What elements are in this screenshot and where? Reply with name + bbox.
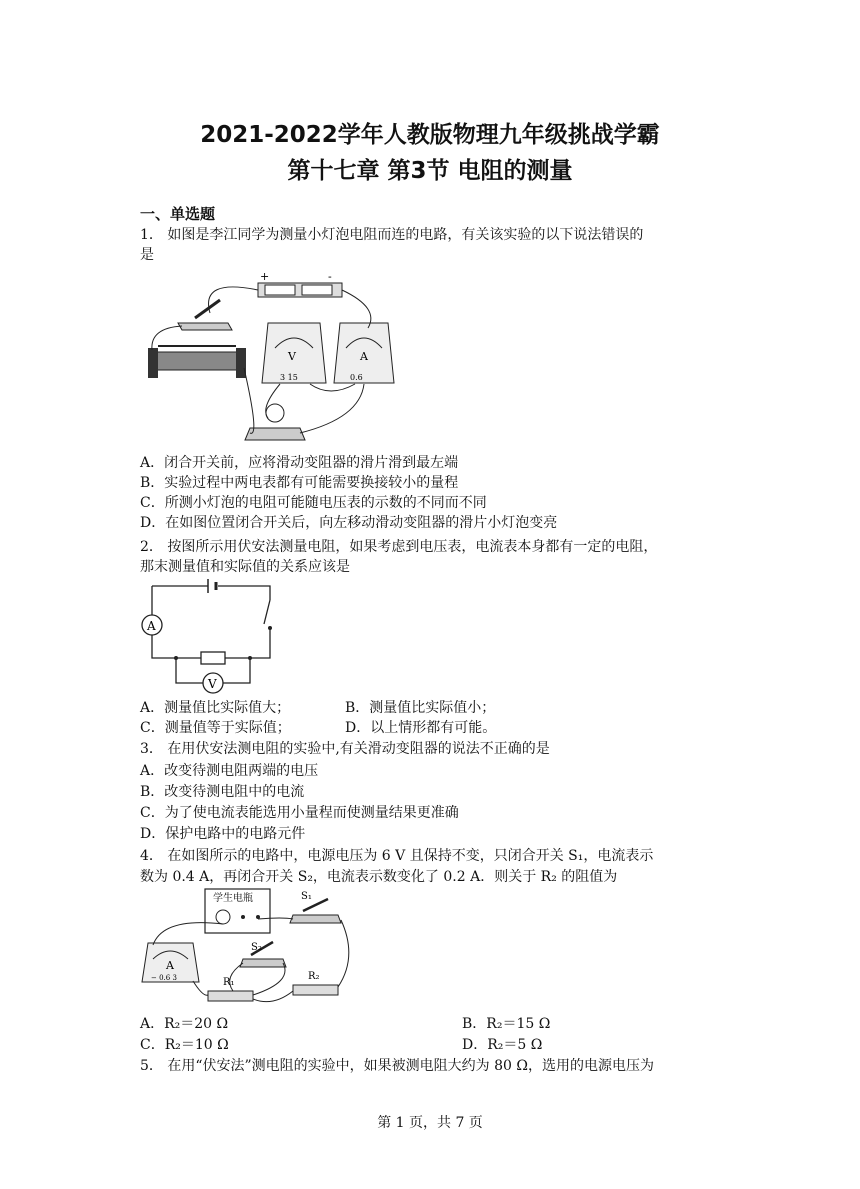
q2-option-d: D．以上情形都有可能。 [345, 720, 497, 736]
q3-option-b: B．改变待测电阻中的电流 [140, 784, 305, 800]
q1-fig-V: V [288, 350, 296, 363]
q1-fig-plus: + [260, 270, 270, 283]
q3-option-c: C．为了使电流表能选用小量程而使测量结果更准确 [140, 805, 459, 821]
q4-fig-A: A [166, 959, 174, 972]
q3-option-d: D．保护电路中的电路元件 [140, 826, 306, 842]
q4-fig-S1: S₁ [301, 891, 312, 902]
q3-stem: 3． 在用伏安法测电阻的实验中,有关滑动变阻器的说法不正确的是 [140, 741, 550, 757]
q5-stem: 5． 在用“伏安法”测电阻的实验中，如果被测电阻大约为 80 Ω，选用的电源电压为 [140, 1058, 654, 1074]
q4-fig-R1: R₁ [223, 977, 235, 988]
q1-option-b: B．实验过程中两电表都有可能需要换接较小的量程 [140, 475, 459, 491]
q2-option-a: A．测量值比实际值大； [140, 700, 291, 716]
doc-title-line1: 2021-2022学年人教版物理九年级挑战学霸 [200, 122, 660, 148]
q2-stem-b: 那末测量值和实际值的关系应该是 [140, 559, 350, 575]
q2-circuit-figure [138, 578, 288, 698]
q4-fig-S2: S₂ [251, 942, 262, 953]
q1-option-d: D．在如图位置闭合开关后，向左移动滑动变阻器的滑片小灯泡变亮 [140, 515, 558, 531]
q1-option-c: C．所测小灯泡的电阻可能随电压表的示数的不同而不同 [140, 495, 487, 511]
q1-fig-A: A [360, 350, 368, 363]
q4-circuit-figure [133, 887, 358, 1012]
section-heading: 一、单选题 [140, 205, 216, 223]
q4-fig-R2: R₂ [308, 971, 320, 982]
q2-fig-A: A [147, 619, 156, 633]
q2-option-c: C．测量值等于实际值； [140, 720, 291, 736]
q2-stem-a: 2． 按图所示用伏安法测量电阻，如果考虑到电压表，电流表本身都有一定的电阻， [140, 539, 658, 555]
q1-stem-a: 1． 如图是李江同学为测量小灯泡电阻而连的电路，有关该实验的以下说法错误的 [140, 227, 644, 243]
doc-title-line2: 第十七章 第3节 电阻的测量 [287, 158, 573, 184]
q1-option-a: A．闭合开关前，应将滑动变阻器的滑片滑到最左端 [140, 455, 459, 471]
q2-option-b: B．测量值比实际值小； [345, 700, 496, 716]
q1-circuit-figure [140, 268, 410, 448]
q1-stem-b: 是 [140, 247, 154, 263]
q2-fig-V: V [208, 677, 217, 691]
q4-fig-supply: 学生电瓶 [213, 893, 253, 904]
q1-fig-v-scale: 3 15 [280, 373, 298, 382]
q1-fig-minus: - [328, 270, 332, 283]
q4-option-c: C．R₂＝10 Ω [140, 1037, 229, 1053]
q4-stem-b: 数为 0.4 A，再闭合开关 S₂，电流表示数变化了 0.2 A．则关于 R₂ 的阻值为 [140, 869, 618, 885]
q4-option-d: D．R₂＝5 Ω [462, 1037, 543, 1053]
q4-option-b: B．R₂＝15 Ω [462, 1016, 551, 1032]
q3-option-a: A．改变待测电阻两端的电压 [140, 763, 319, 779]
q4-fig-a-scale: − 0.6 3 [151, 974, 177, 982]
page-footer: 第 1 页，共 7 页 [377, 1115, 483, 1131]
q1-fig-a-scale: 0.6 [350, 373, 363, 382]
q4-stem-a: 4． 在如图所示的电路中，电源电压为 6 V 且保持不变，只闭合开关 S₁，电流表示 [140, 848, 654, 864]
q4-option-a: A．R₂＝20 Ω [140, 1016, 229, 1032]
